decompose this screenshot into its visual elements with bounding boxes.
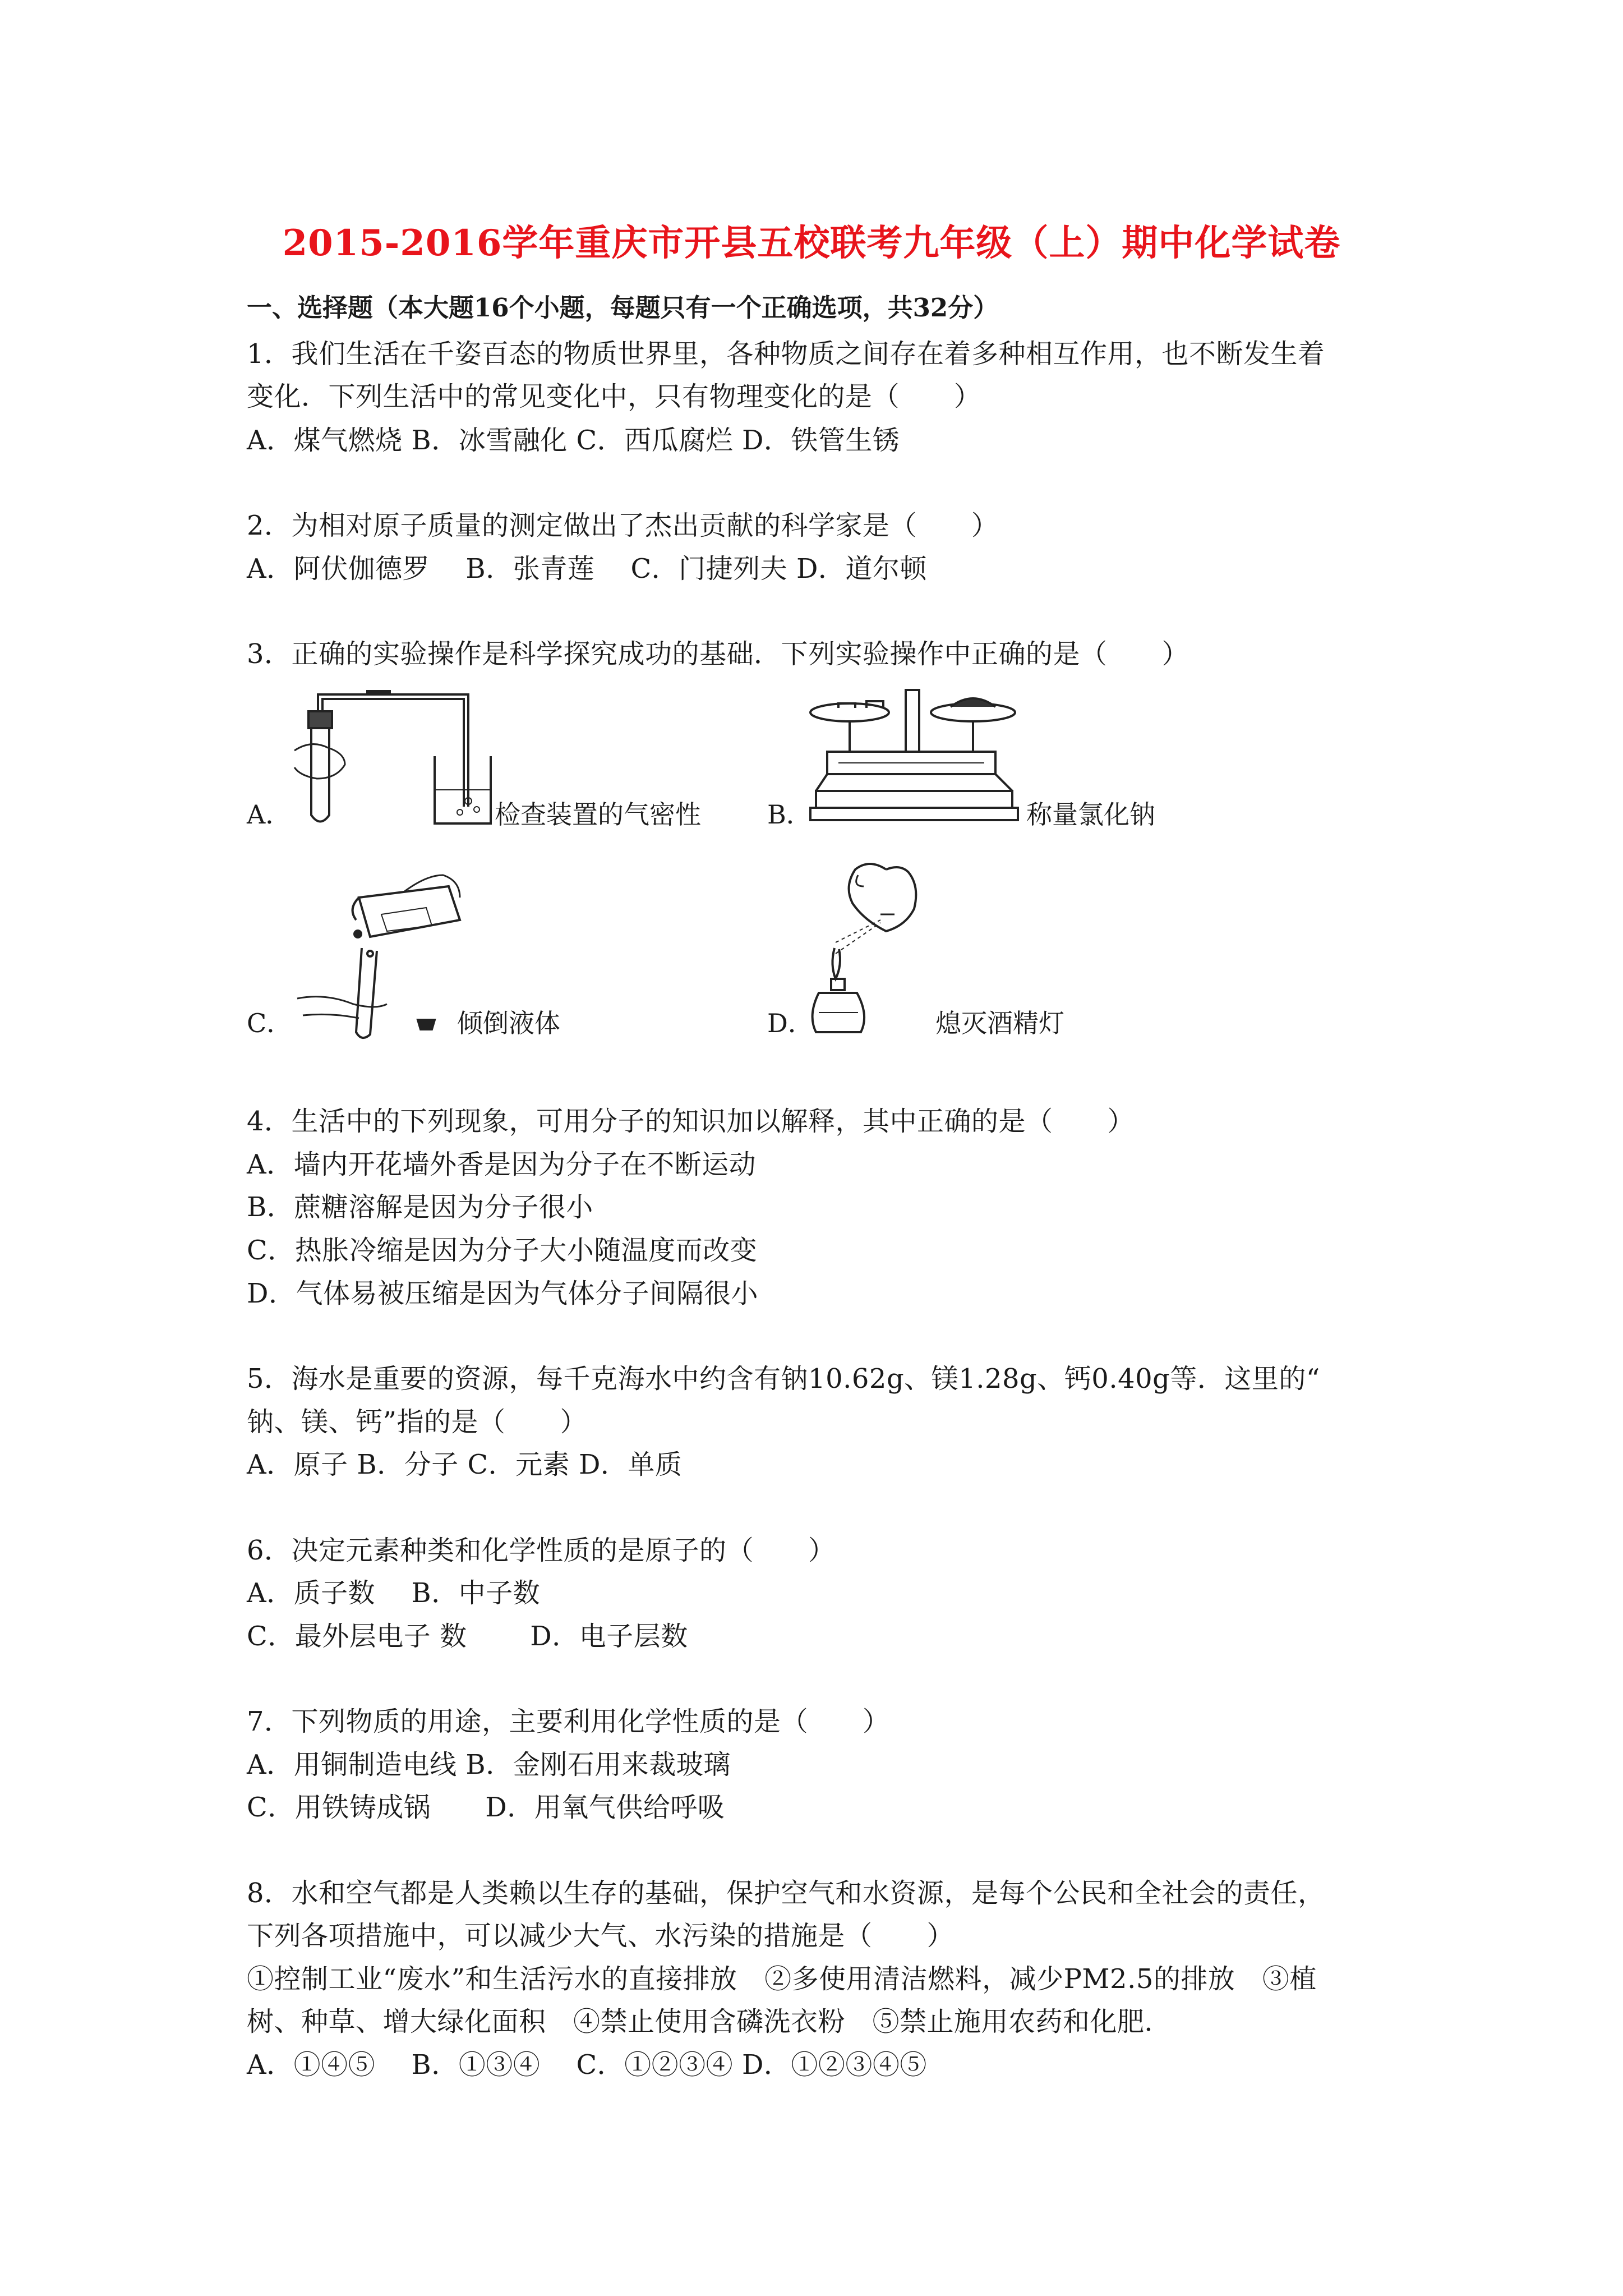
question-4-option-b: B．蔗糖溶解是因为分子很小 — [247, 1191, 593, 1223]
question-8-text-line-1: 8．水和空气都是人类赖以生存的基础，保护空气和水资源，是每个公民和全社会的责任， — [247, 1878, 1325, 1909]
figure-a-caption: 检查装置的气密性 — [495, 799, 701, 830]
question-7-options-line-2: C．用铁铸成锅 D．用氧气供给呼吸 — [247, 1792, 725, 1823]
figure-d-letter: D． — [767, 1008, 814, 1038]
question-3-text: 3．正确的实验操作是科学探究成功的基础．下列实验操作中正确的是（ ） — [247, 638, 1189, 670]
page-title: 2015-2016学年重庆市开县五校联考九年级（上）期中化学试卷 — [282, 222, 1341, 264]
question-5-text-line-1: 5．海水是重要的资源，每千克海水中约含有钠10.62g、镁1.28g、钙0.40g等．这里的“ — [247, 1363, 1320, 1395]
figure-b-letter: B． — [767, 799, 812, 830]
question-8-text-line-2: 下列各项措施中，可以减少大气、水污染的措施是（ ） — [247, 1920, 955, 1952]
figure-c-caption: 倾倒液体 — [457, 1008, 560, 1038]
question-2-text: 2．为相对原子质量的测定做出了杰出贡献的科学家是（ ） — [247, 510, 999, 541]
question-8-options: A．①④⑤ B．①③④ C．①②③④ D．①②③④⑤ — [247, 2049, 927, 2081]
blowing-out-alcohol-lamp-icon — [802, 853, 948, 1043]
figure-d-caption: 熄灭酒精灯 — [935, 1008, 1064, 1038]
question-7-text: 7．下列物质的用途，主要利用化学性质的是（ ） — [247, 1706, 890, 1737]
question-4-text: 4．生活中的下列现象，可用分子的知识加以解释，其中正确的是（ ） — [247, 1106, 1135, 1137]
question-6-text: 6．决定元素种类和化学性质的是原子的（ ） — [247, 1535, 836, 1566]
question-4-option-d: D．气体易被压缩是因为气体分子间隔很小 — [247, 1278, 758, 1309]
figure-b-caption: 称量氯化钠 — [1026, 799, 1155, 830]
question-5-text-line-2: 钠、镁、钙”指的是（ ） — [247, 1406, 588, 1438]
question-7-options-line-1: A．用铜制造电线 B．金刚石用来裁玻璃 — [247, 1749, 731, 1780]
question-6-options-line-1: A．质子数 B．中子数 — [247, 1577, 541, 1609]
section-heading: 一、选择题（本大题16个小题，每题只有一个正确选项，共32分） — [247, 293, 999, 323]
question-8-text-line-4: 树、种草、增大绿化面积 ④禁止使用含磷洗衣粉 ⑤禁止施用农药和化肥． — [247, 2006, 1172, 2037]
figure-a-letter: A． — [247, 799, 292, 830]
question-2-options: A．阿伏伽德罗 B．张青莲 C．门捷列夫 D．道尔顿 — [247, 553, 927, 585]
figure-c-letter: C． — [247, 1008, 293, 1038]
question-6-options-line-2: C．最外层电子 数 D．电子层数 — [247, 1621, 688, 1652]
question-8-text-line-3: ①控制工业“废水”和生活污水的直接排放 ②多使用清洁燃料，减少PM2.5的排放 ③植 — [247, 1963, 1317, 1995]
question-4-option-c: C．热胀冷缩是因为分子大小随温度而改变 — [247, 1235, 758, 1266]
airtightness-check-apparatus-icon — [283, 683, 496, 832]
pouring-liquid-icon — [292, 864, 471, 1055]
balance-scale-icon — [805, 679, 1023, 830]
question-1-text-line-1: 1．我们生活在千姿百态的物质世界里，各种物质之间存在着多种相互作用，也不断发生着 — [247, 338, 1325, 370]
question-4-option-a: A．墙内开花墙外香是因为分子在不断运动 — [247, 1149, 757, 1180]
question-1-options: A．煤气燃烧 B．冰雪融化 C．西瓜腐烂 D．铁管生锈 — [247, 425, 900, 456]
question-5-options: A．原子 B．分子 C．元素 D．单质 — [247, 1449, 683, 1480]
question-1-text-line-2: 变化．下列生活中的常见变化中，只有物理变化的是（ ） — [247, 381, 981, 412]
